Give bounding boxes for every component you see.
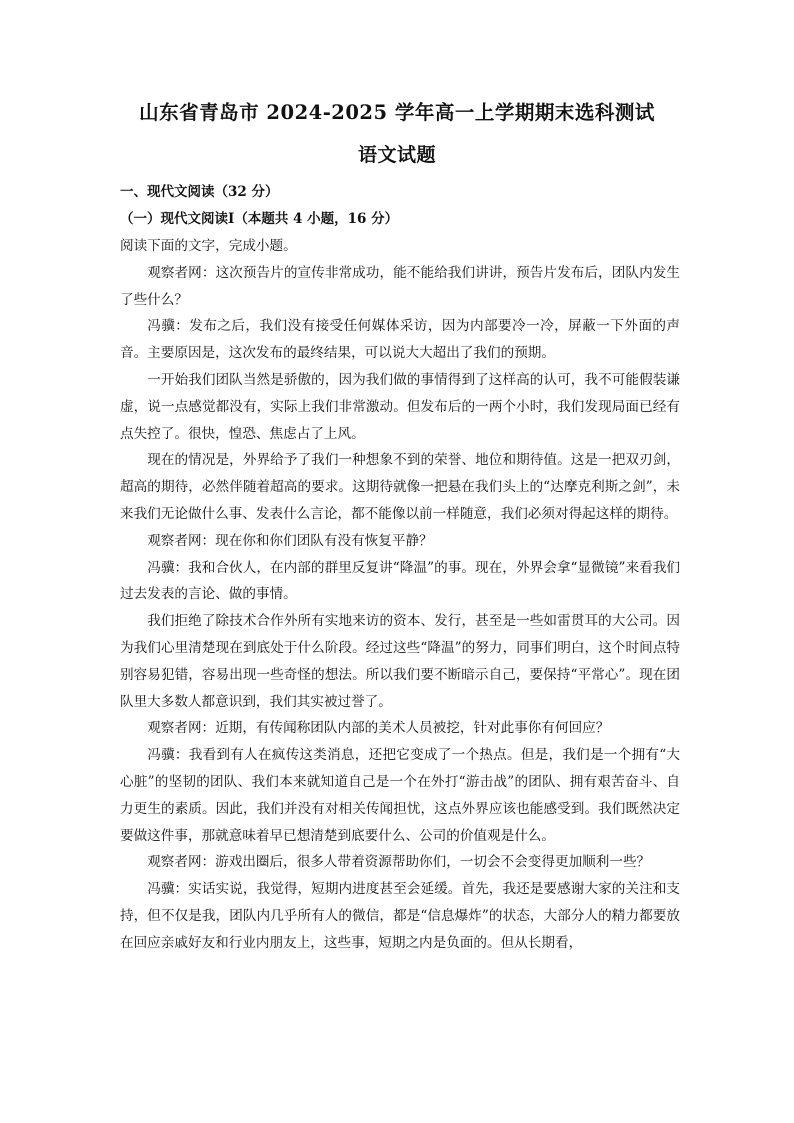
passage-paragraph: 观察者网：这次预告片的宣传非常成功，能不能给我们讲讲，预告片发布后，团队内发生了些什么？ — [120, 264, 680, 308]
exam-title: 山东省青岛市 2024-2025 学年高一上学期期末选科测试 — [139, 101, 655, 124]
passage-paragraph: 冯骥：发布之后，我们没有接受任何媒体采访，因为内部要冷一冷，屏蔽一下外面的声音。主要原因是，这次发布的最终结果，可以说大大超出了我们的预期。 — [120, 318, 680, 362]
passage-paragraph: 现在的情况是，外界给予了我们一种想象不到的荣誉、地位和期待值。这是一把双刃剑，超高的期待，必然伴随着超高的要求。这期待就像一把悬在我们头上的“达摩克利斯之剑”，未来我们无论做什么事、发表什么言论，都不能像以前一样随意，我们必须对得起这样的期待。 — [120, 452, 680, 522]
passage-paragraph: 冯骥：我看到有人在疯传这类消息，还把它变成了一个热点。但是，我们是一个拥有“大心脏”的坚韧的团队、我们本来就知道自己是一个在外打“游击战”的团队、拥有艰苦奋斗、自力更生的素质。因此，我们并没有对相关传闻担忧，这点外界应该也能感受到。我们既然决定要做这件事，那就意味着早已想清楚到底要什么、公司的价值观是什么。 — [120, 747, 680, 844]
instruction-text: 阅读下面的文字，完成小题。 — [120, 238, 297, 254]
section-heading-modern-reading: 一、现代文阅读（32 分） — [120, 184, 279, 200]
passage-paragraph: 一开始我们团队当然是骄傲的，因为我们做的事情得到了这样高的认可，我不可能假装谦虚，说一点感觉都没有，实际上我们非常激动。但发布后的一两个小时，我们发现局面已经有点失控了。很快，惶恐、焦虑占了上风。 — [120, 371, 680, 442]
passage-paragraph: 冯骥：实话实说，我觉得，短期内进度甚至会延缓。首先，我还是要感谢大家的关注和支持，但不仅是我，团队内几乎所有人的微信，都是“信息爆炸”的状态，大部分人的精力都要放在回应亲戚好友和行业内朋友上，这些事，短期之内是负面的。但从长期看， — [120, 881, 680, 951]
passage-paragraph: 观察者网：近期，有传闻称团队内部的美术人员被挖，针对此事你有何回应？ — [147, 720, 610, 737]
exam-subtitle: 语文试题 — [357, 144, 436, 166]
subsection-heading-reading-1: （一）现代文阅读Ⅰ（本题共 4 小题，16 分） — [120, 211, 399, 227]
reading-passage — [120, 233, 680, 957]
passage-paragraph: 观察者网：游戏出圈后，很多人带着资源帮助你们，一切会不会变得更加顺利一些？ — [147, 854, 651, 871]
passage-paragraph: 观察者网：现在你和你们团队有没有恢复平静？ — [147, 532, 433, 549]
passage-paragraph: 我们拒绝了除技术合作外所有实地来访的资本、发行，甚至是一些如雷贯耳的大公司。因为我们心里清楚现在到底处于什么阶段。经过这些“降温”的努力，同事们明白，这个时间点特别容易犯错，容易出现一些奇怪的想法。所以我们要不断暗示自己，要保持“平常心”。现在团队里大多数人都意识到，我们其实被过誉了。 — [120, 613, 680, 710]
passage-paragraph: 冯骥：我和合伙人，在内部的群里反复讲“降温”的事。现在，外界会拿“显微镜”来看我们过去发表的言论、做的事情。 — [120, 559, 680, 603]
